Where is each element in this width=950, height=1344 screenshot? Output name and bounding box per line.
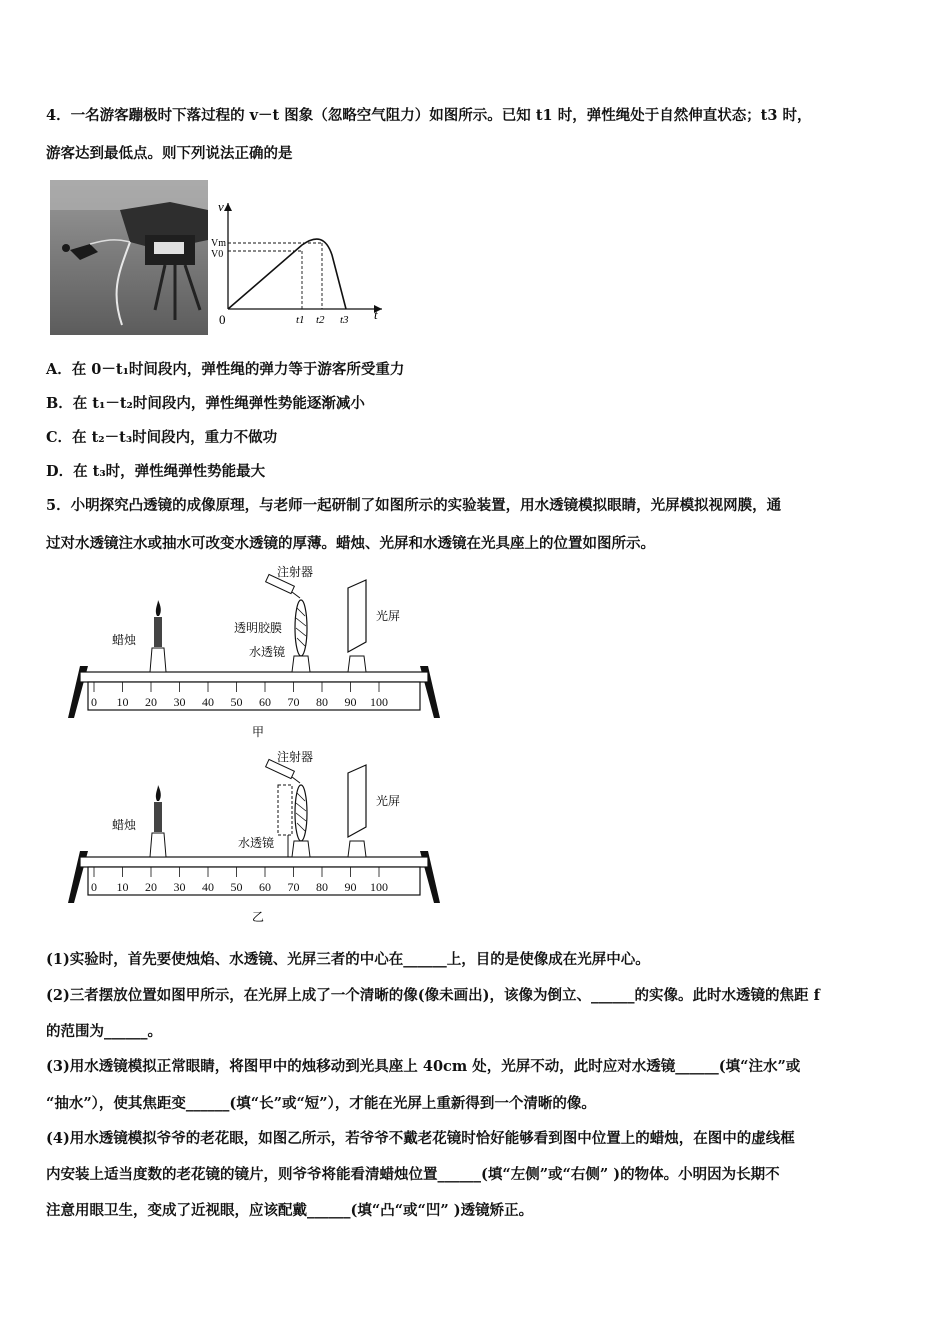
screen-label: 光屏	[376, 609, 401, 623]
svg-text:80: 80	[316, 880, 328, 894]
q4-option-b: B．在 t₁－t₂时间段内，弹性绳弹性势能逐渐减小	[46, 395, 365, 412]
svg-text:0: 0	[91, 880, 97, 894]
water-lens	[292, 785, 310, 857]
svg-text:40: 40	[202, 880, 214, 894]
caption-yi: 乙	[252, 910, 265, 924]
vt-curve	[228, 239, 346, 309]
v-axis-arrow	[224, 203, 232, 211]
svg-text:90: 90	[344, 695, 357, 709]
svg-text:50: 50	[230, 880, 243, 894]
water-lens	[292, 600, 310, 672]
t1-label: t1	[296, 314, 305, 326]
candle	[150, 600, 166, 672]
q5-stem-line2: 过对水透镜注水或抽水可改变水透镜的厚薄。蜡烛、光屏和水透镜在光具座上的位置如图所示。	[46, 535, 655, 552]
svg-text:60: 60	[259, 880, 271, 894]
q5-sub4-line3: 注意用眼卫生，变成了近视眼，应该配戴______(填“凸“或“凹” )透镜矫正。	[46, 1202, 534, 1219]
q5-sub4-line1: (4)用水透镜模拟爷爷的老花眼，如图乙所示，若爷爷不戴老花镜时恰好能够看到图中位置上的蜡烛，在图中的虚线框	[46, 1130, 795, 1147]
figure-jia	[66, 560, 446, 740]
t3-label: t3	[340, 314, 349, 326]
svg-text:20: 20	[145, 880, 157, 894]
t-axis-label: t	[374, 307, 378, 322]
candle	[150, 785, 166, 857]
lens-label: 水透镜	[249, 645, 286, 659]
v0-label: V0	[211, 249, 224, 260]
figure-yi	[66, 745, 446, 925]
q4-option-d: D．在 t₃时，弹性绳弹性势能最大	[46, 463, 266, 480]
q5-stem-line1: 5．小明探究凸透镜的成像原理，与老师一起研制了如图所示的实验装置，用水透镜模拟眼睛，光屏模拟视网膜，通	[46, 497, 782, 514]
t2-label: t2	[316, 314, 325, 326]
screen-label: 光屏	[376, 794, 401, 808]
syringe-label: 注射器	[277, 565, 314, 579]
svg-text:100: 100	[370, 880, 388, 894]
svg-text:60: 60	[259, 695, 271, 709]
svg-text:10: 10	[116, 695, 129, 709]
bungee-photo	[50, 180, 208, 335]
svg-text:70: 70	[287, 880, 300, 894]
svg-text:10: 10	[116, 880, 129, 894]
candle-label: 蜡烛	[112, 818, 137, 832]
svg-text:0: 0	[91, 695, 97, 709]
origin-label: 0	[219, 312, 226, 327]
q5-sub3-line2: “抽水”），使其焦距变______(填“长”或“短”），才能在光屏上重新得到一个清晰的像。	[46, 1095, 596, 1112]
candle-label: 蜡烛	[112, 633, 137, 647]
film-label: 透明胶膜	[234, 621, 283, 635]
vt-graph	[210, 195, 390, 335]
v-axis-label: v	[218, 199, 224, 214]
q4-option-a: A．在 0－t₁时间段内，弹性绳的弹力等于游客所受重力	[46, 361, 405, 378]
svg-text:50: 50	[230, 695, 243, 709]
q5-sub4-line2: 内安装上适当度数的老花镜的镜片，则爷爷将能看清蜡烛位置______(填“左侧”或“右侧” )的物体。小明因为长期不	[46, 1166, 780, 1183]
q5-sub3-line1: (3)用水透镜模拟正常眼睛，将图甲中的烛移动到光具座上 40cm 处，光屏不动，此时应对水透镜______(填“注水”或	[46, 1058, 801, 1075]
vm-label: Vm	[211, 238, 226, 249]
q5-sub2-line1: (2)三者摆放位置如图甲所示，在光屏上成了一个清晰的像(像未画出)，该像为倒立、______的实像。此时水透镜的焦距 f	[46, 987, 820, 1004]
svg-text:30: 30	[173, 695, 186, 709]
svg-text:80: 80	[316, 695, 328, 709]
svg-text:30: 30	[173, 880, 186, 894]
syringe-label: 注射器	[277, 750, 314, 764]
svg-text:20: 20	[145, 695, 157, 709]
svg-text:70: 70	[287, 695, 300, 709]
svg-text:90: 90	[344, 880, 357, 894]
caption-jia: 甲	[252, 725, 265, 739]
dashed-frame	[278, 785, 292, 835]
light-screen	[348, 580, 366, 672]
q5-sub2-line2: 的范围为______。	[46, 1023, 162, 1040]
q5-sub1: (1)实验时，首先要使烛焰、水透镜、光屏三者的中心在______上，目的是使像成在光屏中心。	[46, 951, 650, 968]
svg-text:100: 100	[370, 695, 388, 709]
light-screen	[348, 765, 366, 857]
lens-label: 水透镜	[238, 836, 275, 850]
svg-text:40: 40	[202, 695, 214, 709]
q4-stem-line2: 游客达到最低点。则下列说法正确的是	[46, 145, 293, 162]
q4-stem-line1: 4．一名游客蹦极时下落过程的 v－t 图象（忽略空气阻力）如图所示。已知 t1 时，弹性绳处于自然伸直状态；t3 时，	[46, 107, 812, 124]
q4-option-c: C．在 t₂－t₃时间段内，重力不做功	[46, 429, 278, 446]
